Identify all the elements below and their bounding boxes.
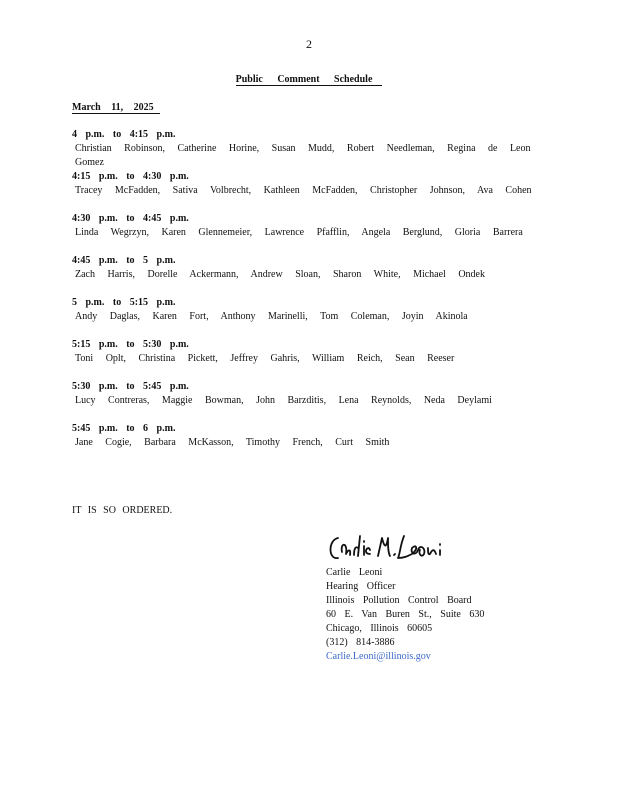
slot-time: 4:15 p.m. to 4:30 p.m. (72, 171, 189, 182)
slot-names: Toni Oplt, Christina Pickett, Jeffrey Gahris, William Reich, Sean Reeser (75, 353, 455, 364)
slot-time: 4:45 p.m. to 5 p.m. (72, 255, 176, 266)
slot-names: Andy Daglas, Karen Fort, Anthony Marinelli, Tom Coleman, Joyin Akinola (75, 311, 468, 322)
slot-time: 5 p.m. to 5:15 p.m. (72, 297, 176, 308)
slot-names: Christian Robinson, Catherine Horine, Susan Mudd, Robert Needleman, Regina de Leon Gomez (75, 143, 531, 168)
time-slot (72, 170, 552, 212)
signature-block (326, 566, 484, 664)
title-text: Public Comment Schedule (236, 74, 383, 86)
document-title (0, 74, 618, 85)
time-slot (72, 380, 552, 422)
slot-names: Lucy Contreras, Maggie Bowman, John Barzditis, Lena Reynolds, Neda Deylami (75, 395, 492, 406)
time-slot (72, 338, 552, 380)
schedule-date: March 11, 2025 (72, 102, 160, 114)
slot-names: Linda Wegrzyn, Karen Glennemeier, Lawrence Pfafflin, Angela Berglund, Gloria Barrera (75, 227, 523, 238)
signer-organization: Illinois Pollution Control Board (326, 595, 472, 606)
time-slot (72, 128, 552, 170)
signer-title: Hearing Officer (326, 581, 396, 592)
order-statement: IT IS SO ORDERED. (72, 505, 173, 516)
time-slot (72, 422, 552, 464)
time-slot (72, 254, 552, 296)
page-number: 2 (306, 37, 312, 51)
signer-address-line-2: Chicago, Illinois 60605 (326, 623, 433, 634)
signer-email-link[interactable]: Carlie.Leoni@illinois.gov (326, 651, 431, 662)
slot-time: 5:45 p.m. to 6 p.m. (72, 423, 176, 434)
signer-name: Carlie Leoni (326, 567, 383, 578)
schedule-list (72, 128, 552, 464)
slot-names: Tracey McFadden, Sativa Volbrecht, Kathleen McFadden, Christopher Johnson, Ava Cohen (75, 185, 532, 196)
slot-time: 5:15 p.m. to 5:30 p.m. (72, 339, 189, 350)
slot-names: Zach Harris, Dorelle Ackermann, Andrew Sloan, Sharon White, Michael Ondek (75, 269, 485, 280)
signer-address-line-1: 60 E. Van Buren St., Suite 630 (326, 609, 485, 620)
signature-image (326, 528, 456, 568)
slot-time: 4 p.m. to 4:15 p.m. (72, 129, 176, 140)
slot-names: Jane Cogie, Barbara McKasson, Timothy French, Curt Smith (75, 437, 390, 448)
slot-time: 5:30 p.m. to 5:45 p.m. (72, 381, 189, 392)
signer-phone: (312) 814-3886 (326, 637, 395, 648)
time-slot (72, 212, 552, 254)
slot-time: 4:30 p.m. to 4:45 p.m. (72, 213, 189, 224)
time-slot (72, 296, 552, 338)
